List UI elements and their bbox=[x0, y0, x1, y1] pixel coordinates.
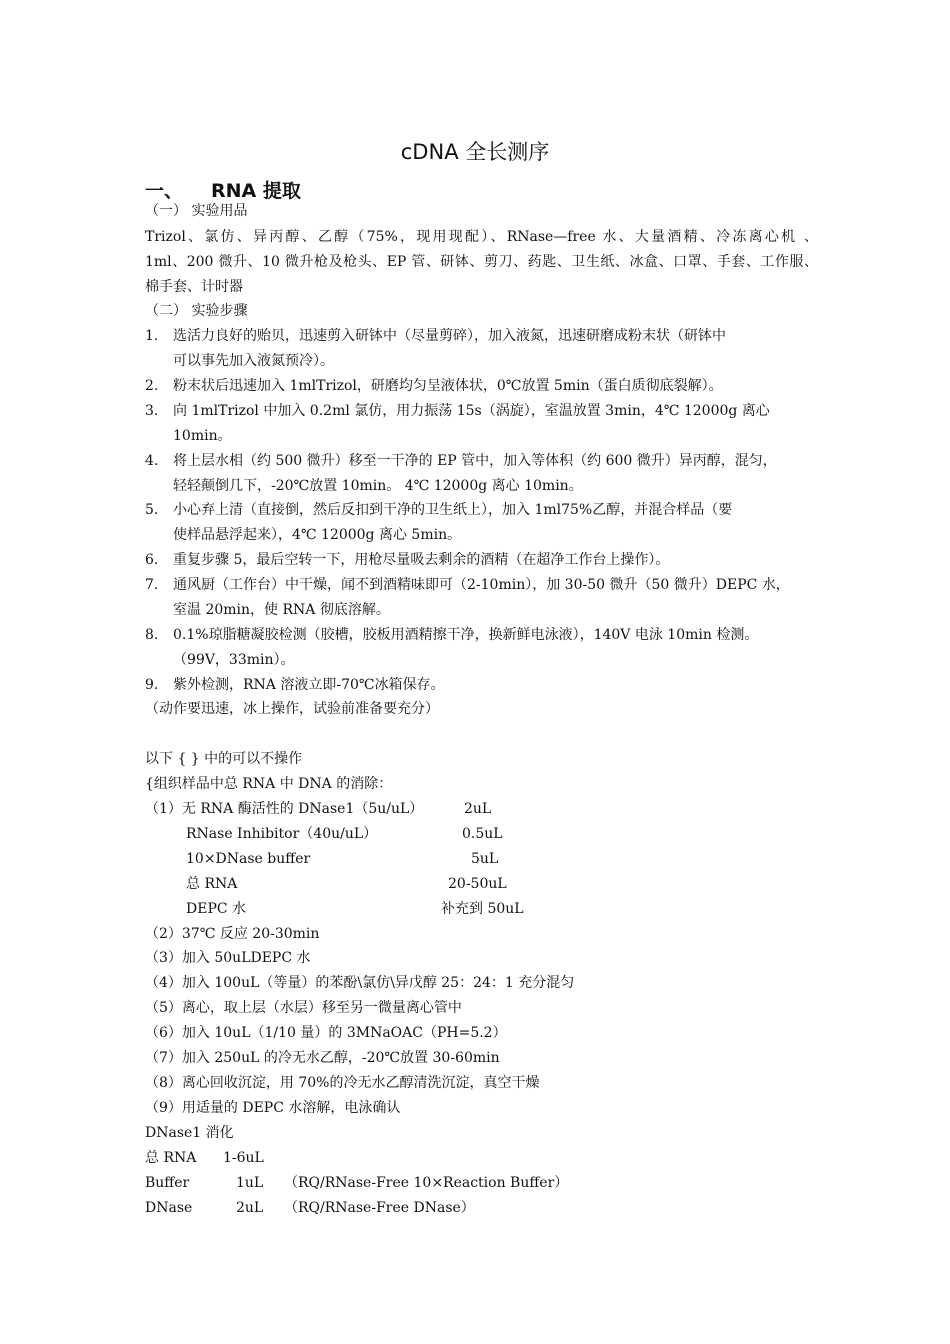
reagent-value: 20-50uL bbox=[448, 876, 507, 892]
reagent-label: DEPC 水 bbox=[186, 901, 247, 917]
step-item bbox=[145, 401, 770, 421]
step-text: 紫外检测，RNA 溶液立即-70℃冰箱保存。 bbox=[173, 677, 445, 693]
section-heading-rna-extraction bbox=[145, 176, 301, 203]
step-item bbox=[145, 451, 777, 471]
digest-row-label: DNase bbox=[145, 1200, 193, 1216]
step-text: 将上层水相（约 500 微升）移至一干净的 EP 管中，加入等体积（约 600 微升）异丙醇，混匀， bbox=[173, 453, 777, 469]
step-text-continued: 使样品悬浮起来），4℃ 12000g 离心 5min。 bbox=[173, 527, 462, 543]
reagent-value: 5uL bbox=[471, 851, 499, 867]
step-item bbox=[145, 675, 445, 695]
dnase-removal-title: {组织样品中总 RNA 中 DNA 的消除： bbox=[145, 776, 393, 792]
step-number: 5. bbox=[145, 502, 159, 518]
step-text-continued: 可以事先加入液氮预冷）。 bbox=[173, 353, 334, 369]
dnase-step: （8）离心回收沉淀，用 70%的冷无水乙醇清洗沉淀，真空干燥 bbox=[145, 1075, 540, 1091]
step-item bbox=[145, 500, 732, 520]
note-text: （动作要迅速，冰上操作，试验前准备要充分） bbox=[145, 701, 439, 717]
dnase-step: （3）加入 50uLDEPC 水 bbox=[145, 950, 311, 966]
digest-row-label: 总 RNA bbox=[145, 1150, 197, 1166]
dnase-step: （5）离心，取上层（水层）移至另一微量离心管中 bbox=[145, 1000, 462, 1016]
step-number: 1. bbox=[145, 328, 159, 344]
dnase-step: （7）加入 250uL 的冷无水乙醇，-20℃放置 30-60min bbox=[145, 1050, 500, 1066]
step-text-continued: 10min。 bbox=[173, 428, 232, 444]
step-text: 选活力良好的贻贝，迅速剪入研钵中（尽量剪碎），加入液氮，迅速研磨成粉末状（研钵中 bbox=[173, 328, 726, 344]
dnase-step-1-value: 2uL bbox=[464, 801, 492, 817]
step-item bbox=[145, 575, 790, 595]
step-text: 小心弃上清（直接倒，然后反扣到干净的卫生纸上），加入 1ml75%乙醇，并混合样品（要 bbox=[173, 502, 733, 518]
reagent-label: 10×DNase buffer bbox=[186, 851, 311, 867]
subheading-materials: （一） 实验用品 bbox=[145, 203, 248, 219]
optional-intro: 以下 { } 中的可以不操作 bbox=[145, 751, 303, 767]
step-number: 9. bbox=[145, 677, 159, 693]
step-item bbox=[145, 326, 726, 346]
document-title: cDNA 全长测序 bbox=[400, 140, 550, 164]
digest-row-label: Buffer bbox=[145, 1175, 190, 1191]
reagent-label: RNase Inhibitor（40u/uL） bbox=[186, 826, 378, 842]
step-text: 重复步骤 5，最后空转一下，用枪尽量吸去剩余的酒精（在超净工作台上操作）。 bbox=[173, 552, 670, 568]
reagent-value: 补充到 50uL bbox=[441, 901, 524, 917]
materials-line: Trizol、氯仿、异丙醇、乙醇（75%，现用现配）、RNase—free 水、大量酒精、冷冻离心机 、 bbox=[145, 229, 818, 245]
digest-row-amount: 1uL bbox=[236, 1175, 264, 1191]
step-number: 6. bbox=[145, 552, 159, 568]
step-number: 7. bbox=[145, 577, 159, 593]
materials-line: 棉手套、计时器 bbox=[145, 279, 243, 295]
step-number: 8. bbox=[145, 627, 159, 643]
reagent-value: 0.5uL bbox=[462, 826, 503, 842]
step-text: 0.1%琼脂糖凝胶检测（胶槽，胶板用酒精擦干净，换新鲜电泳液），140V 电泳 10min 检测。 bbox=[173, 627, 759, 643]
step-item bbox=[145, 625, 758, 645]
digest-row-note: （RQ/RNase-Free DNase） bbox=[284, 1200, 475, 1216]
step-text-continued: 室温 20min，使 RNA 彻底溶解。 bbox=[173, 602, 390, 618]
section-number: 一、 bbox=[145, 180, 184, 202]
dnase-step: （2）37℃ 反应 20-30min bbox=[145, 926, 320, 942]
digest-row-amount: 2uL bbox=[236, 1200, 264, 1216]
section-label: RNA 提取 bbox=[211, 180, 301, 202]
step-number: 2. bbox=[145, 378, 159, 394]
step-number: 4. bbox=[145, 453, 159, 469]
subheading-steps: （二） 实验步骤 bbox=[145, 303, 248, 319]
step-text-continued: 轻轻颠倒几下，-20℃放置 10min。 4℃ 12000g 离心 10min。 bbox=[173, 478, 583, 494]
step-item bbox=[145, 376, 723, 396]
reagent-label: 总 RNA bbox=[186, 876, 238, 892]
dnase-step: （6）加入 10uL（1/10 量）的 3MNaOAC（PH=5.2） bbox=[145, 1025, 507, 1041]
step-text-continued: （99V，33min）。 bbox=[173, 652, 295, 668]
digest-row-note: （RQ/RNase-Free 10×Reaction Buffer） bbox=[284, 1175, 569, 1191]
dnase-step-1-label: （1）无 RNA 酶活性的 DNase1（5u/uL） bbox=[145, 801, 424, 817]
step-item bbox=[145, 550, 669, 570]
step-number: 3. bbox=[145, 403, 159, 419]
step-text: 粉末状后迅速加入 1mlTrizol，研磨均匀呈液体状，0℃放置 5min（蛋白质彻底裂解）。 bbox=[173, 378, 723, 394]
digest-title: DNase1 消化 bbox=[145, 1125, 234, 1141]
dnase-step: （9）用适量的 DEPC 水溶解，电泳确认 bbox=[145, 1100, 401, 1116]
dnase-step: （4）加入 100uL（等量）的苯酚\氯仿\异戊醇 25：24：1 充分混匀 bbox=[145, 975, 575, 991]
step-text: 通风厨（工作台）中干燥，闻不到酒精味即可（2-10min），加 30-50 微升（50 微升）DEPC 水， bbox=[173, 577, 790, 593]
digest-row-amount: 1-6uL bbox=[223, 1150, 264, 1166]
materials-line: 1ml、200 微升、10 微升枪及枪头、EP 管、研钵、剪刀、药匙、卫生纸、冰盒、口罩、手套、工作服、 bbox=[145, 254, 818, 270]
step-text: 向 1mlTrizol 中加入 0.2ml 氯仿，用力振荡 15s（涡旋），室温放置 3min，4℃ 12000g 离心 bbox=[173, 403, 770, 419]
